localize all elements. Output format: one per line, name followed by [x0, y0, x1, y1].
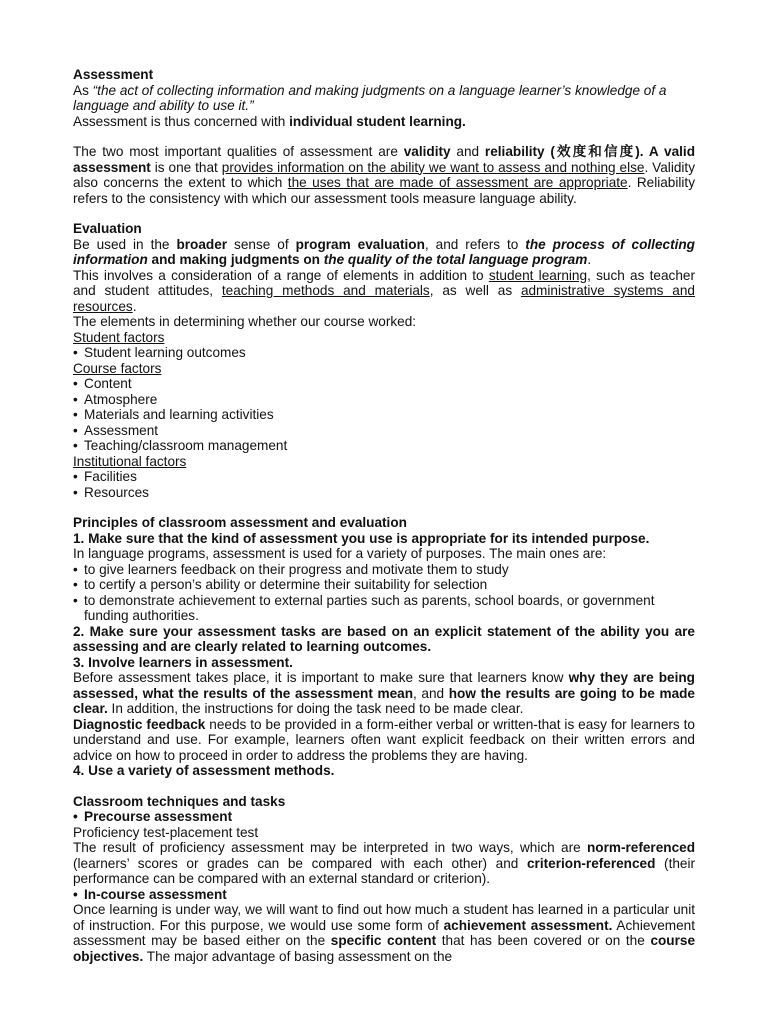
evaluation-elements-paragraph: This involves a consideration of a range of elements in addition to student learning, such as teacher and student attitudes, teaching methods and materials, as well as administrative systems and resources.	[73, 267, 695, 314]
principle-3: 3. Involve learners in assessment.	[73, 654, 293, 670]
diagnostic-feedback-paragraph: Diagnostic feedback needs to be provided in a form-either verbal or written-that is easy for learners to understand and use. For example, learners often want explicit feedback on their written errors and advice on how to proceed in order to address the problems they are having.	[73, 716, 695, 763]
assessment-qualities-paragraph: The two most important qualities of assessment are validity and reliability (效度和信度). A valid assessment is one that provides information on the ability we want to assess and nothing else. Validity also concerns the extent to which the uses that are made of assessment are appropriate. Reliability refers to the consistency with which our assessment tools measure language ability.	[73, 144, 695, 206]
list-item: • Content	[73, 376, 132, 391]
list-item: • to certify a person’s ability or determine their suitability for selection	[73, 577, 488, 592]
assessment-heading: Assessment	[73, 67, 154, 82]
principle-1: 1. Make sure that the kind of assessment you use is appropriate for its intended purpose.	[73, 530, 650, 546]
assessment-definition: As “the act of collecting information and making judgments on a language learner’s knowledge of a language and ability to use it.”	[73, 82, 667, 113]
list-item: • Facilities	[73, 469, 137, 484]
elements-intro: The elements in determining whether our course worked:	[73, 314, 417, 329]
student-factors-heading: Student factors	[73, 329, 165, 345]
list-item: • Teaching/classroom management	[73, 438, 288, 453]
list-item: • to give learners feedback on their progress and motivate them to study	[73, 561, 509, 577]
techniques-heading: Classroom techniques and tasks	[73, 793, 286, 809]
proficiency-paragraph: The result of proficiency assessment may be interpreted in two ways, which are norm-referenced (learners’ scores or grades can be compared with each other) and criterion-referenced (their performance can be compared with an external standard or criterion).	[73, 840, 696, 886]
list-item: • Student learning outcomes	[73, 345, 246, 360]
institutional-factors-heading: Institutional factors	[73, 453, 187, 469]
course-factors-heading: Course factors	[73, 360, 162, 376]
principle-3-paragraph: Before assessment takes place, it is important to make sure that learners know why they are being assessed, what the results of the assessment mean, and how the results are going to be made clear. In addition, the instructions for doing the task need to be made clear.	[73, 670, 695, 716]
list-item: • Atmosphere	[73, 391, 158, 407]
list-item: • Assessment	[73, 422, 159, 438]
principle-4: 4. Use a variety of assessment methods.	[73, 763, 335, 778]
principle-1-intro: In language programs, assessment is used for a variety of purposes. The main ones are:	[73, 546, 607, 561]
principle-2: 2. Make sure your assessment tasks are based on an explicit statement of the ability you are assessing and are clearly related to learning outcomes.	[73, 623, 695, 654]
assessment-concern: Assessment is thus concerned with individual student learning.	[73, 113, 466, 129]
precourse-subheading: Proficiency test-placement test	[73, 824, 259, 840]
list-item: • to demonstrate achievement to external parties such as parents, school boards, or government funding authorities.	[73, 592, 655, 623]
precourse-heading: • Precourse assessment	[73, 809, 233, 824]
list-item: • Resources	[73, 484, 149, 500]
principles-heading: Principles of classroom assessment and evaluation	[73, 515, 407, 530]
incourse-paragraph: Once learning is under way, we will want to find out how much a student has learned in a particular unit of instruction. For this purpose, we would use some form of achievement assessment. Achievement assessment may be based either on the specific content that has been covered or on the course objectives. The major advantage of basing assessment on the	[73, 902, 696, 964]
list-item: • Materials and learning activities	[73, 407, 274, 422]
incourse-heading: • In-course assessment	[73, 886, 227, 902]
evaluation-definition: Be used in the broader sense of program evaluation, and refers to the process of collecting information and making judgments on the quality of the total language program.	[73, 236, 695, 267]
evaluation-heading: Evaluation	[73, 221, 142, 236]
